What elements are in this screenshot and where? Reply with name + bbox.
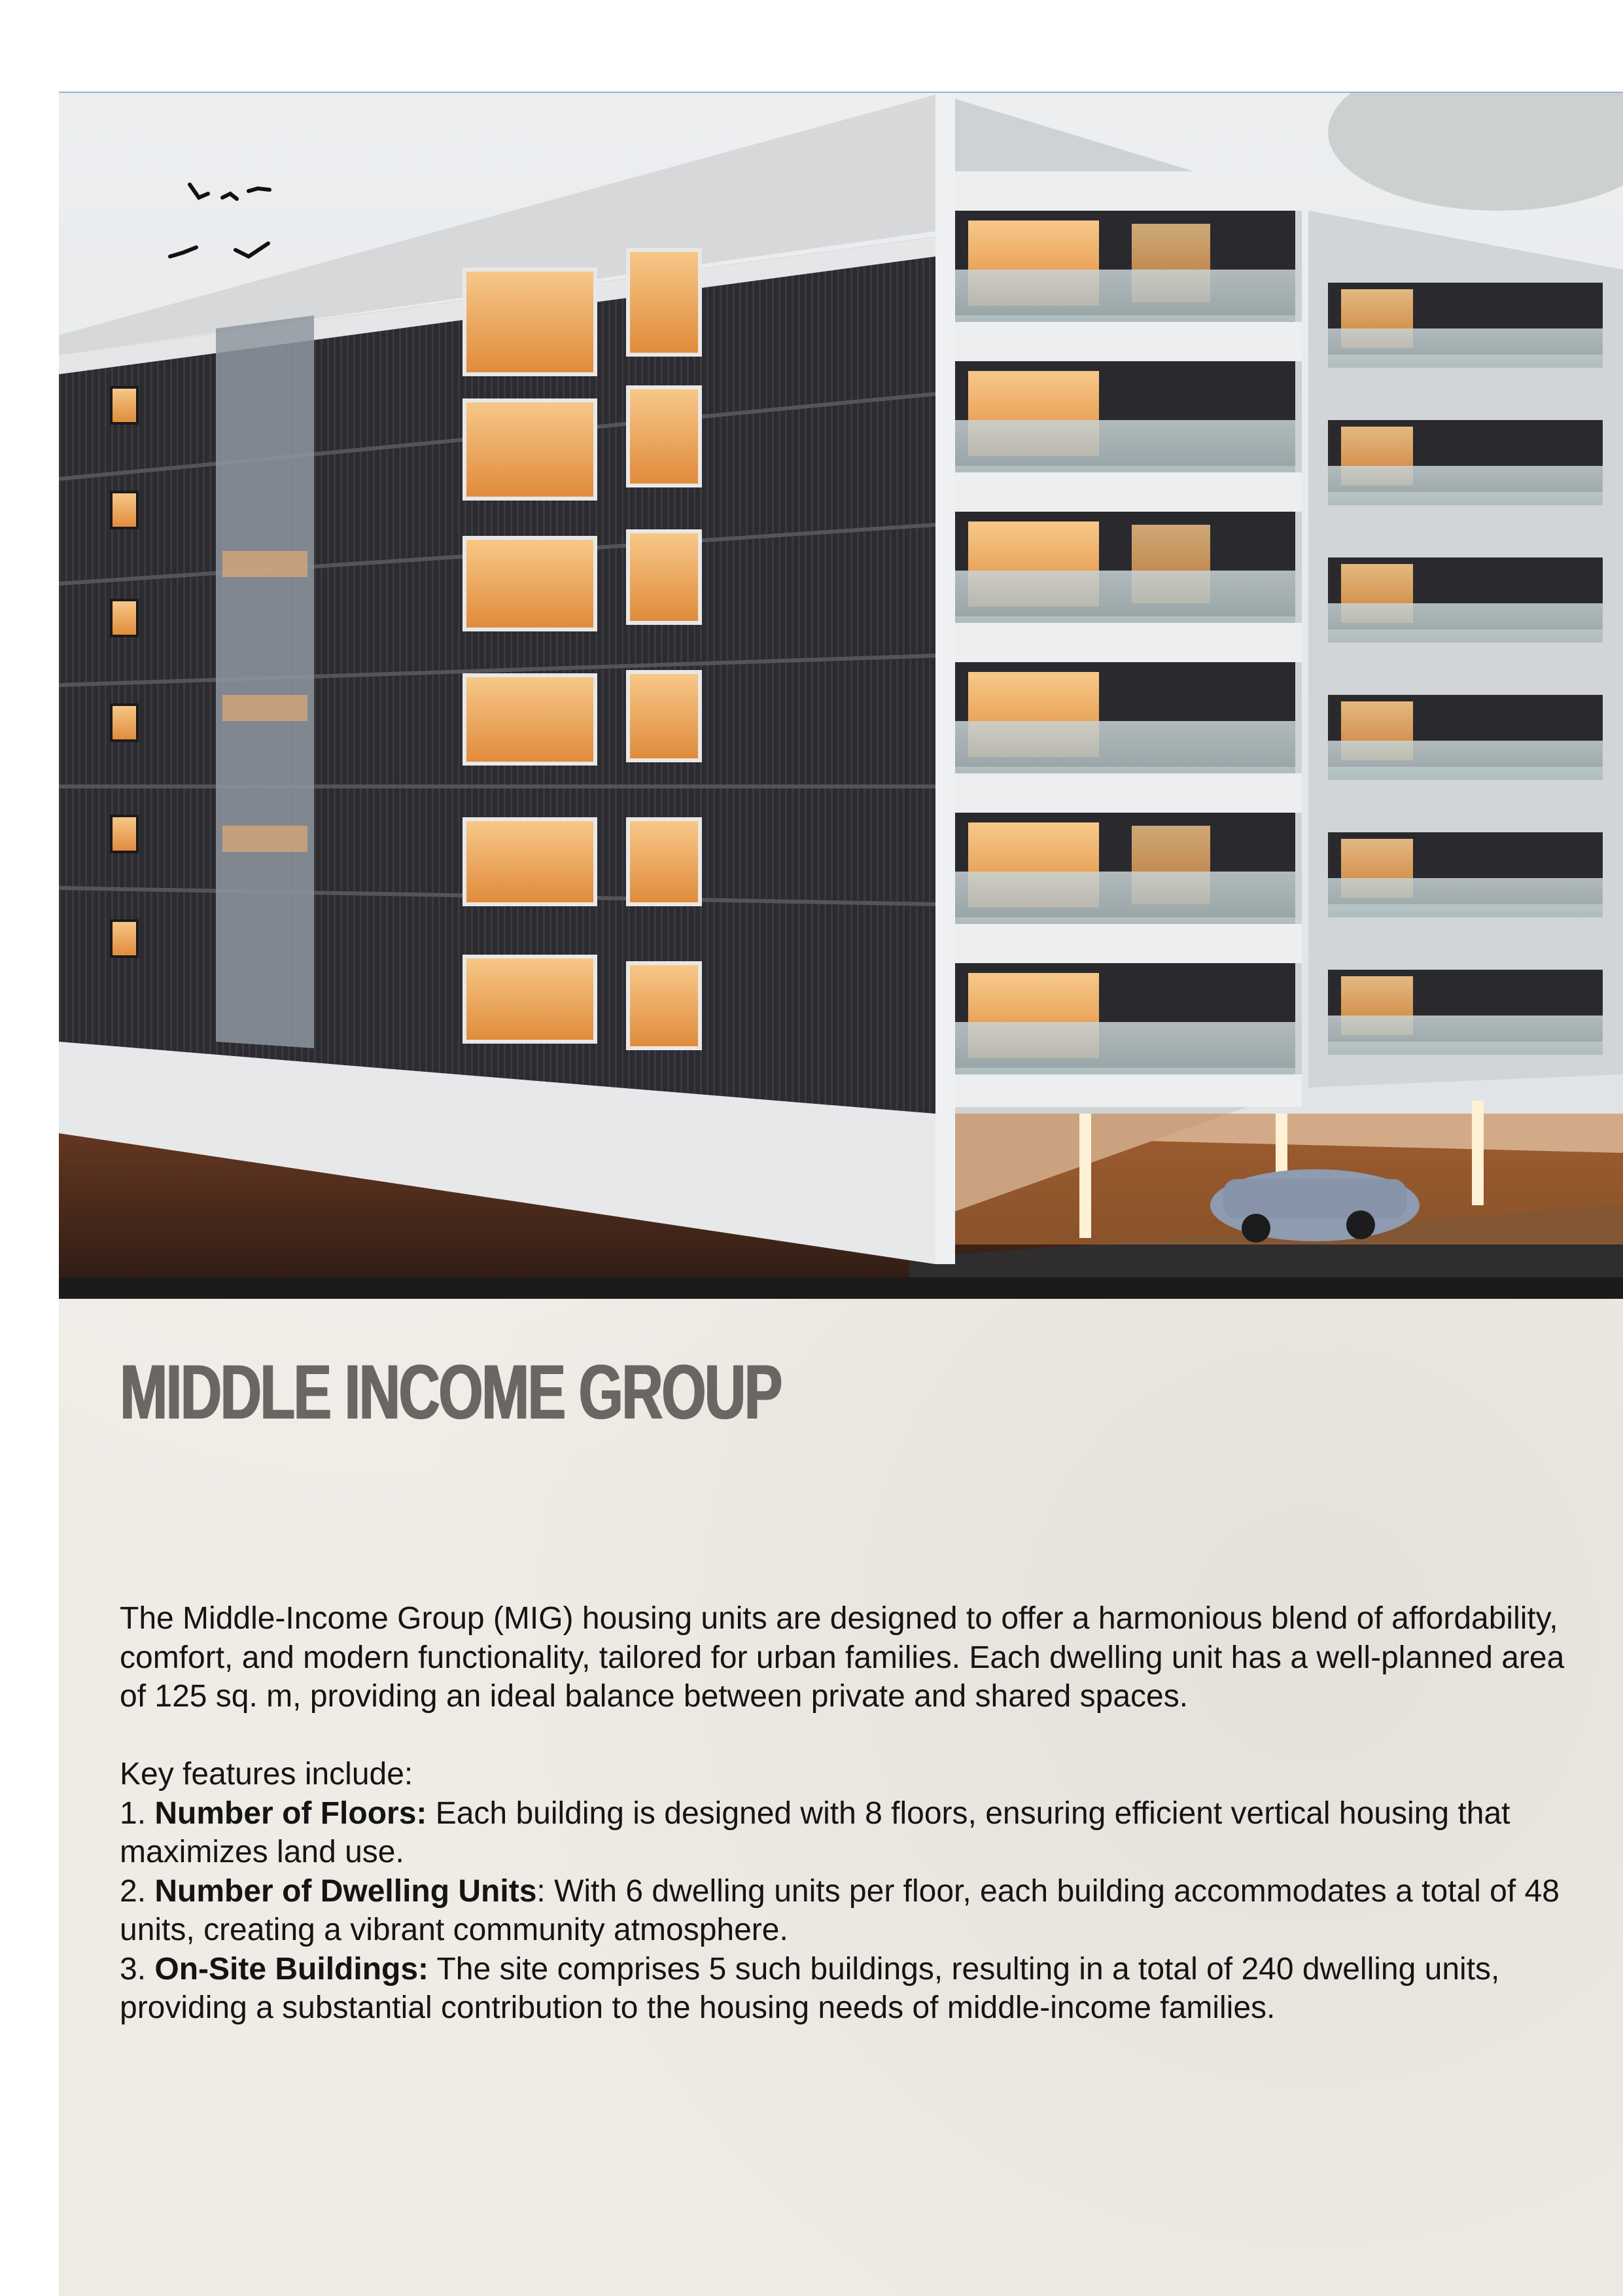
feature-number: 3.	[120, 1951, 147, 1987]
feature-item	[120, 1950, 1585, 2028]
feature-item	[120, 1872, 1585, 1950]
feature-text: : With 6 dwelling units per floor, each building accommodates a total of 48 units, creating a vibrant community atmosphere.	[120, 1873, 1560, 1947]
building-photo	[59, 92, 1623, 1299]
feature-text: The site comprises 5 such buildings, resulting in a total of 240 dwelling units, providing a substantial contribution to the housing needs of middle-income families.	[120, 1951, 1500, 2025]
feature-number: 2.	[120, 1873, 147, 1909]
page-title: MIDDLE INCOME GROUP	[120, 1349, 781, 1436]
feature-label: Number of Dwelling Units	[154, 1873, 537, 1909]
feature-number: 1.	[120, 1795, 147, 1831]
feature-label: On-Site Buildings:	[154, 1951, 429, 1987]
feature-item	[120, 1794, 1585, 1872]
features-heading: Key features include:	[120, 1757, 413, 1792]
body-text	[120, 1599, 1585, 2028]
feature-label: Number of Floors:	[154, 1795, 427, 1831]
feature-text: Each building is designed with 8 floors, ensuring efficient vertical housing that maximizes land use.	[120, 1795, 1510, 1869]
intro-paragraph: The Middle-Income Group (MIG) housing units are designed to offer a harmonious blend of affordability, comfort, and modern functionality, tailored for urban families. Each dwelling unit has a well-planned area of 125 sq. m, providing an ideal balance between private and shared spaces.	[120, 1601, 1565, 1714]
